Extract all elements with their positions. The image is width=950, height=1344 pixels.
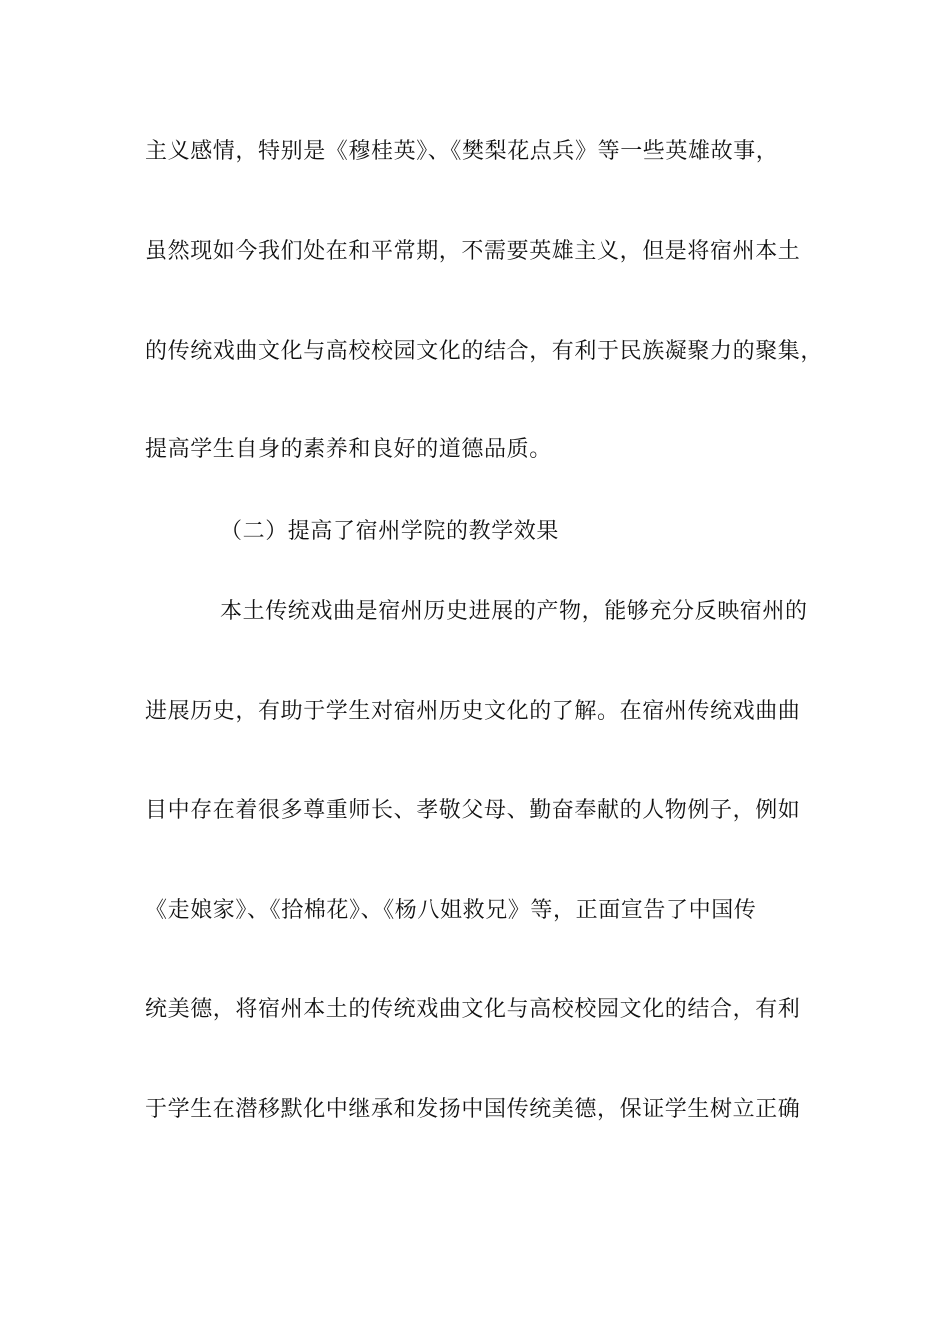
paragraph-line-2: 虽然现如今我们处在和平常期，不需要英雄主义，但是将宿州本土 bbox=[145, 239, 801, 264]
paragraph-line-10: 于学生在潜移默化中继承和发扬中国传统美德，保证学生树立正确 bbox=[145, 1097, 801, 1122]
paragraph-line-8: 《走娘家》、《拾棉花》、《杨八姐救兄》等，正面宣告了中国传 bbox=[145, 898, 757, 923]
section-heading: （二）提高了宿州学院的教学效果 bbox=[220, 519, 560, 544]
paragraph-line-7: 目中存在着很多尊重师长、孝敬父母、勤奋奉献的人物例子，例如 bbox=[145, 798, 801, 823]
paragraph-line-6: 进展历史，有助于学生对宿州历史文化的了解。在宿州传统戏曲曲 bbox=[145, 699, 801, 724]
paragraph-line-4: 提高学生自身的素养和良好的道德品质。 bbox=[145, 437, 552, 462]
paragraph-line-1: 主义感情，特别是《穆桂英》、《樊梨花点兵》等一些英雄故事， bbox=[145, 139, 779, 164]
paragraph-line-5: 本土传统戏曲是宿州历史进展的产物，能够充分反映宿州的 bbox=[220, 599, 808, 624]
paragraph-line-9: 统美德，将宿州本土的传统戏曲文化与高校校园文化的结合，有利 bbox=[145, 997, 801, 1022]
paragraph-line-3: 的传统戏曲文化与高校校园文化的结合，有利于民族凝聚力的聚集， bbox=[145, 339, 824, 364]
